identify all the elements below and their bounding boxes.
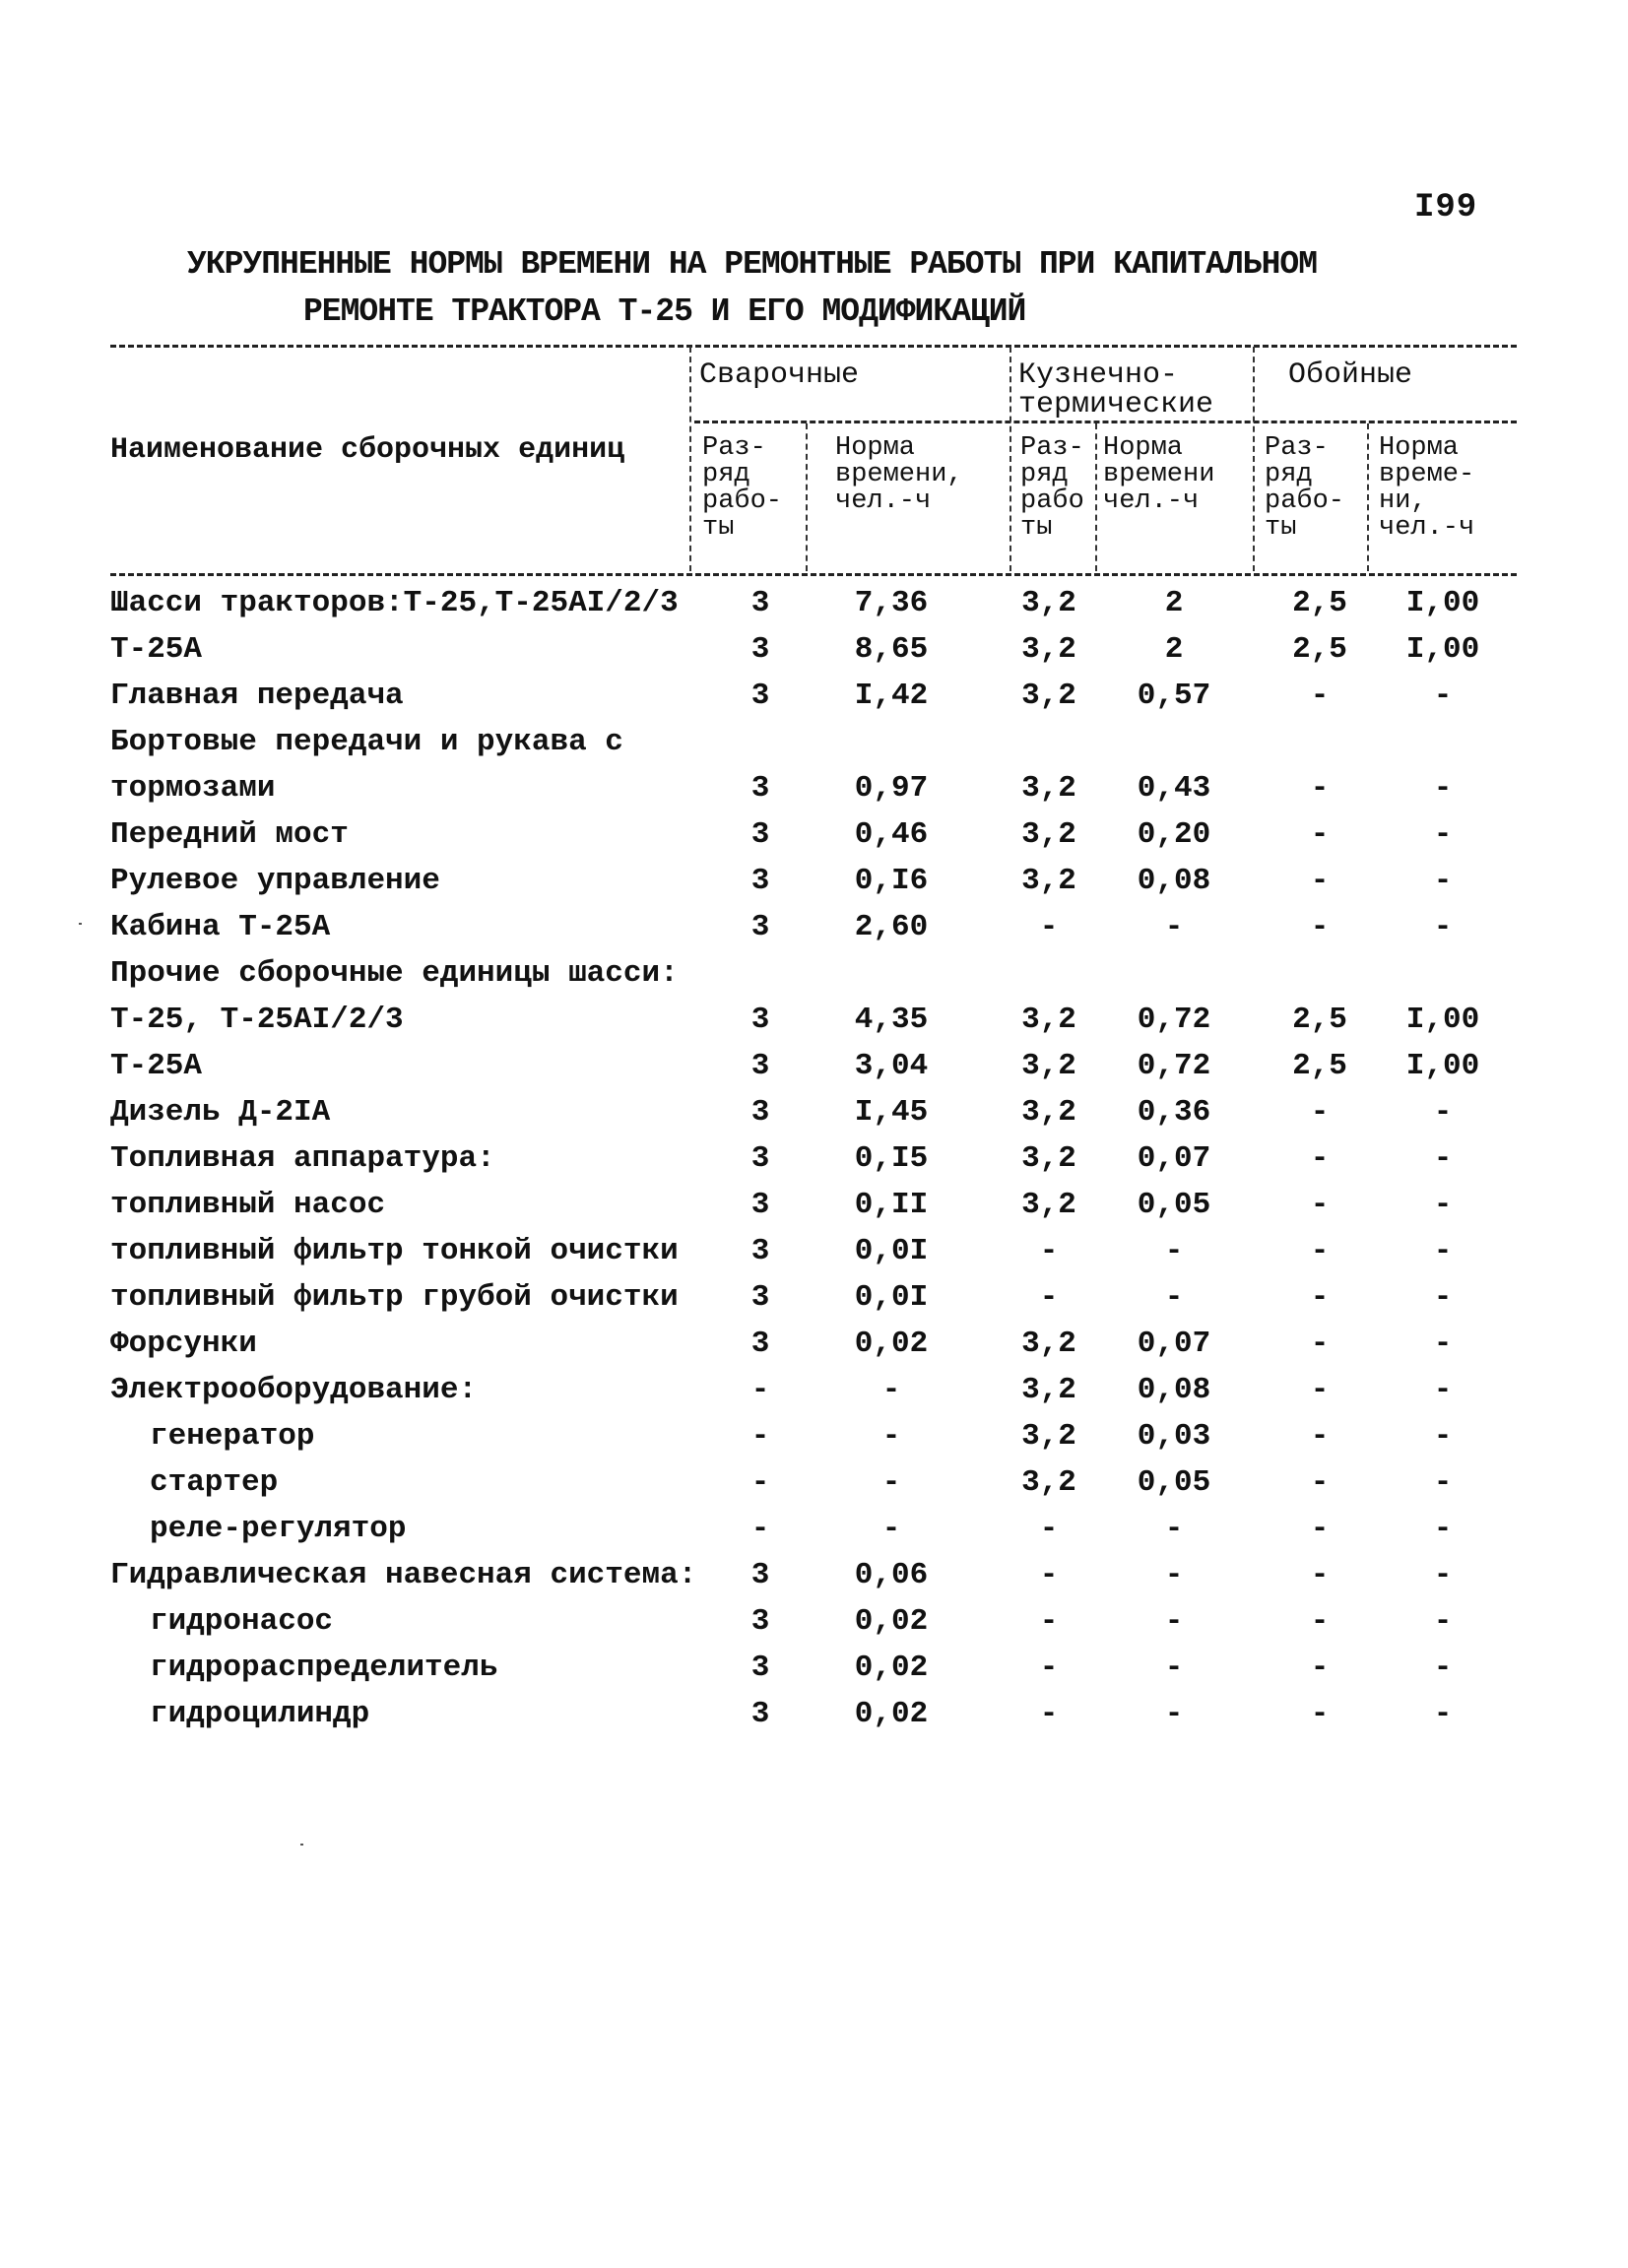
welding-rank-cell: -: [750, 1465, 770, 1500]
welding-norm-cell: 0,06: [854, 1558, 929, 1592]
assembly-unit-name: гидрораспределитель: [150, 1651, 498, 1685]
welding-norm-cell: 0,0I: [854, 1234, 929, 1268]
scan-speck: [79, 923, 82, 925]
upholstery-rank-cell: -: [1310, 864, 1330, 898]
welding-rank-cell: 3: [750, 1280, 770, 1315]
upholstery-norm-cell: I,00: [1405, 1003, 1480, 1037]
group-header-forging-line1: Кузнечно-: [1018, 358, 1179, 392]
assembly-unit-name: Форсунки: [110, 1327, 257, 1361]
welding-rank-cell: 3: [750, 632, 770, 667]
table-row: [0, 1044, 1628, 1090]
welding-rank-cell: 3: [750, 1188, 770, 1222]
upholstery-rank-cell: -: [1310, 1188, 1330, 1222]
forging-rank-cell: -: [1039, 1651, 1059, 1685]
header-divider: [806, 423, 808, 571]
subheader-forging-rank: Раз- ряд рабо ты: [1020, 433, 1084, 543]
welding-rank-cell: 3: [750, 1604, 770, 1639]
forging-norm-cell: -: [1164, 1512, 1184, 1546]
forging-rank-cell: 3,2: [1021, 1095, 1076, 1130]
document-title-line-2: РЕМОНТЕ ТРАКТОРА Т-25 И ЕГО МОДИФИКАЦИЙ: [303, 293, 1026, 330]
upholstery-rank-cell: -: [1310, 1697, 1330, 1731]
welding-norm-cell: 0,II: [854, 1188, 929, 1222]
upholstery-norm-cell: I,00: [1405, 586, 1480, 620]
header-divider: [1095, 423, 1097, 571]
upholstery-rank-cell: -: [1310, 817, 1330, 852]
table-row: [0, 1646, 1628, 1692]
upholstery-rank-cell: -: [1310, 1419, 1330, 1454]
group-header-welding: Сварочные: [699, 358, 860, 392]
norms-table-body: [0, 581, 1628, 1738]
table-row: [0, 674, 1628, 720]
forging-rank-cell: -: [1039, 1697, 1059, 1731]
page-number: I99: [1414, 189, 1478, 227]
forging-norm-cell: -: [1164, 910, 1184, 944]
welding-rank-cell: 3: [750, 817, 770, 852]
table-row: [0, 627, 1628, 674]
forging-rank-cell: 3,2: [1021, 1141, 1076, 1176]
forging-norm-cell: 0,08: [1137, 1373, 1211, 1407]
forging-norm-cell: 0,43: [1137, 771, 1211, 806]
welding-norm-cell: 7,36: [854, 586, 929, 620]
welding-rank-cell: 3: [750, 864, 770, 898]
table-row: [0, 1507, 1628, 1553]
upholstery-rank-cell: 2,5: [1292, 632, 1347, 667]
upholstery-norm-cell: -: [1433, 1697, 1453, 1731]
welding-rank-cell: 3: [750, 679, 770, 713]
upholstery-norm-cell: -: [1433, 1419, 1453, 1454]
table-row: [0, 1460, 1628, 1507]
assembly-unit-name: Прочие сборочные единицы шасси:: [110, 956, 679, 991]
welding-rank-cell: 3: [750, 1003, 770, 1037]
assembly-unit-name: Передний мост: [110, 817, 349, 852]
welding-rank-cell: 3: [750, 910, 770, 944]
welding-norm-cell: 0,02: [854, 1327, 929, 1361]
table-row: [0, 812, 1628, 859]
upholstery-rank-cell: -: [1310, 1558, 1330, 1592]
table-row: [0, 1368, 1628, 1414]
upholstery-rank-cell: -: [1310, 1234, 1330, 1268]
welding-rank-cell: 3: [750, 1141, 770, 1176]
table-row: [0, 859, 1628, 905]
assembly-unit-name: Топливная аппаратура:: [110, 1141, 495, 1176]
table-row: [0, 951, 1628, 998]
welding-norm-cell: 0,97: [854, 771, 929, 806]
upholstery-rank-cell: -: [1310, 1373, 1330, 1407]
welding-rank-cell: 3: [750, 1651, 770, 1685]
forging-norm-cell: 0,05: [1137, 1465, 1211, 1500]
forging-rank-cell: 3,2: [1021, 679, 1076, 713]
welding-norm-cell: 0,02: [854, 1651, 929, 1685]
forging-rank-cell: 3,2: [1021, 1373, 1076, 1407]
welding-rank-cell: 3: [750, 1095, 770, 1130]
forging-rank-cell: -: [1039, 1512, 1059, 1546]
forging-norm-cell: 0,72: [1137, 1049, 1211, 1083]
assembly-unit-name: генератор: [150, 1419, 315, 1454]
upholstery-rank-cell: -: [1310, 1651, 1330, 1685]
header-bottom-rule: [110, 573, 1517, 576]
subheader-upholstery-rank: Раз- ряд рабо- ты: [1265, 433, 1345, 543]
forging-norm-cell: 0,36: [1137, 1095, 1211, 1130]
upholstery-norm-cell: -: [1433, 1141, 1453, 1176]
upholstery-norm-cell: -: [1433, 1651, 1453, 1685]
table-row: [0, 581, 1628, 627]
subheader-forging-norm: Норма времени чел.-ч: [1103, 433, 1215, 516]
welding-norm-cell: -: [881, 1465, 901, 1500]
welding-rank-cell: 3: [750, 586, 770, 620]
upholstery-rank-cell: -: [1310, 1512, 1330, 1546]
forging-norm-cell: -: [1164, 1651, 1184, 1685]
upholstery-norm-cell: -: [1433, 1188, 1453, 1222]
assembly-unit-name: Дизель Д-2IА: [110, 1095, 331, 1130]
welding-norm-cell: -: [881, 1419, 901, 1454]
upholstery-norm-cell: -: [1433, 1512, 1453, 1546]
welding-rank-cell: -: [750, 1373, 770, 1407]
assembly-unit-name: Рулевое управление: [110, 864, 440, 898]
welding-norm-cell: 0,I5: [854, 1141, 929, 1176]
upholstery-norm-cell: -: [1433, 1095, 1453, 1130]
welding-rank-cell: 3: [750, 1049, 770, 1083]
table-row: [0, 1229, 1628, 1275]
forging-norm-cell: 2: [1164, 632, 1184, 667]
forging-norm-cell: 0,07: [1137, 1327, 1211, 1361]
welding-norm-cell: -: [881, 1512, 901, 1546]
group-header-forging-line2: термические: [1018, 388, 1214, 421]
upholstery-rank-cell: 2,5: [1292, 1003, 1347, 1037]
header-divider: [1253, 347, 1255, 571]
welding-rank-cell: 3: [750, 771, 770, 806]
assembly-unit-name: Шасси тракторов:Т-25,Т-25АI/2/3: [110, 586, 679, 620]
forging-rank-cell: -: [1039, 1234, 1059, 1268]
upholstery-norm-cell: -: [1433, 1327, 1453, 1361]
table-row: [0, 1322, 1628, 1368]
table-row: [0, 905, 1628, 951]
upholstery-rank-cell: -: [1310, 1327, 1330, 1361]
welding-rank-cell: 3: [750, 1558, 770, 1592]
assembly-unit-name: Гидравлическая навесная система:: [110, 1558, 697, 1592]
forging-rank-cell: -: [1039, 910, 1059, 944]
assembly-unit-name: Главная передача: [110, 679, 404, 713]
table-row: [0, 1553, 1628, 1599]
upholstery-norm-cell: -: [1433, 1234, 1453, 1268]
group-header-upholstery: Обойные: [1288, 358, 1413, 392]
upholstery-norm-cell: -: [1433, 1604, 1453, 1639]
upholstery-norm-cell: -: [1433, 864, 1453, 898]
welding-rank-cell: 3: [750, 1327, 770, 1361]
upholstery-rank-cell: -: [1310, 910, 1330, 944]
assembly-unit-name: Электрооборудование:: [110, 1373, 478, 1407]
upholstery-rank-cell: -: [1310, 1604, 1330, 1639]
assembly-unit-name: стартер: [150, 1465, 279, 1500]
assembly-unit-name: Т-25, Т-25АI/2/3: [110, 1003, 404, 1037]
welding-norm-cell: I,42: [854, 679, 929, 713]
forging-norm-cell: 0,72: [1137, 1003, 1211, 1037]
forging-rank-cell: 3,2: [1021, 632, 1076, 667]
welding-norm-cell: 0,02: [854, 1604, 929, 1639]
forging-norm-cell: -: [1164, 1697, 1184, 1731]
welding-norm-cell: 2,60: [854, 910, 929, 944]
upholstery-norm-cell: I,00: [1405, 1049, 1480, 1083]
welding-norm-cell: -: [881, 1373, 901, 1407]
table-row: [0, 1692, 1628, 1738]
header-top-rule: [110, 345, 1517, 348]
upholstery-rank-cell: 2,5: [1292, 1049, 1347, 1083]
table-row: [0, 1183, 1628, 1229]
upholstery-norm-cell: -: [1433, 1373, 1453, 1407]
forging-rank-cell: 3,2: [1021, 1003, 1076, 1037]
forging-rank-cell: 3,2: [1021, 1049, 1076, 1083]
assembly-unit-name: топливный фильтр грубой очистки: [110, 1280, 679, 1315]
forging-rank-cell: 3,2: [1021, 817, 1076, 852]
welding-norm-cell: I,45: [854, 1095, 929, 1130]
upholstery-norm-cell: -: [1433, 817, 1453, 852]
forging-norm-cell: 0,07: [1137, 1141, 1211, 1176]
welding-norm-cell: 3,04: [854, 1049, 929, 1083]
forging-norm-cell: 0,57: [1137, 679, 1211, 713]
forging-norm-cell: -: [1164, 1280, 1184, 1315]
upholstery-norm-cell: -: [1433, 1558, 1453, 1592]
welding-norm-cell: 4,35: [854, 1003, 929, 1037]
welding-norm-cell: 0,I6: [854, 864, 929, 898]
header-divider: [1367, 423, 1369, 571]
welding-rank-cell: -: [750, 1512, 770, 1546]
forging-rank-cell: 3,2: [1021, 1465, 1076, 1500]
column-header-assembly-units: Наименование сборочных единиц: [110, 433, 625, 467]
table-row: [0, 998, 1628, 1044]
assembly-unit-name: Бортовые передачи и рукава с: [110, 725, 623, 759]
welding-norm-cell: 0,02: [854, 1697, 929, 1731]
table-row: [0, 1414, 1628, 1460]
subheader-welding-rank: Раз- ряд рабо- ты: [702, 433, 783, 543]
welding-rank-cell: 3: [750, 1697, 770, 1731]
welding-norm-cell: 8,65: [854, 632, 929, 667]
header-divider: [1009, 347, 1011, 571]
upholstery-norm-cell: -: [1433, 771, 1453, 806]
scan-speck: [300, 1844, 303, 1846]
document-title-line-1: УКРУПНЕННЫЕ НОРМЫ ВРЕМЕНИ НА РЕМОНТНЫЕ РАБОТЫ ПРИ КАПИТАЛЬНОМ: [187, 246, 1317, 283]
forging-rank-cell: 3,2: [1021, 1188, 1076, 1222]
assembly-unit-name: Кабина Т-25А: [110, 910, 331, 944]
table-row: [0, 720, 1628, 766]
subheader-upholstery-norm: Норма време- ни, чел.-ч: [1379, 433, 1475, 543]
assembly-unit-name: топливный фильтр тонкой очистки: [110, 1234, 679, 1268]
assembly-unit-name: тормозами: [110, 771, 276, 806]
welding-rank-cell: -: [750, 1419, 770, 1454]
welding-rank-cell: 3: [750, 1234, 770, 1268]
table-row: [0, 766, 1628, 812]
forging-norm-cell: 0,03: [1137, 1419, 1211, 1454]
table-row: [0, 1599, 1628, 1646]
upholstery-norm-cell: I,00: [1405, 632, 1480, 667]
assembly-unit-name: топливный насос: [110, 1188, 386, 1222]
upholstery-rank-cell: -: [1310, 1095, 1330, 1130]
forging-norm-cell: 2: [1164, 586, 1184, 620]
upholstery-rank-cell: -: [1310, 1141, 1330, 1176]
forging-norm-cell: 0,05: [1137, 1188, 1211, 1222]
forging-norm-cell: -: [1164, 1604, 1184, 1639]
upholstery-norm-cell: -: [1433, 1280, 1453, 1315]
forging-rank-cell: 3,2: [1021, 1419, 1076, 1454]
upholstery-norm-cell: -: [1433, 679, 1453, 713]
upholstery-rank-cell: -: [1310, 1280, 1330, 1315]
table-row: [0, 1275, 1628, 1322]
forging-rank-cell: -: [1039, 1280, 1059, 1315]
assembly-unit-name: гидронасос: [150, 1604, 334, 1639]
welding-norm-cell: 0,0I: [854, 1280, 929, 1315]
upholstery-rank-cell: -: [1310, 771, 1330, 806]
forging-rank-cell: -: [1039, 1604, 1059, 1639]
assembly-unit-name: гидроцилиндр: [150, 1697, 370, 1731]
upholstery-norm-cell: -: [1433, 1465, 1453, 1500]
forging-rank-cell: 3,2: [1021, 771, 1076, 806]
forging-rank-cell: -: [1039, 1558, 1059, 1592]
assembly-unit-name: Т-25А: [110, 1049, 203, 1083]
forging-rank-cell: 3,2: [1021, 864, 1076, 898]
forging-rank-cell: 3,2: [1021, 586, 1076, 620]
subheader-welding-norm: Норма времени, чел.-ч: [835, 433, 963, 516]
assembly-unit-name: реле-регулятор: [150, 1512, 407, 1546]
forging-norm-cell: 0,08: [1137, 864, 1211, 898]
forging-norm-cell: 0,20: [1137, 817, 1211, 852]
welding-norm-cell: 0,46: [854, 817, 929, 852]
upholstery-rank-cell: -: [1310, 1465, 1330, 1500]
upholstery-rank-cell: 2,5: [1292, 586, 1347, 620]
upholstery-rank-cell: -: [1310, 679, 1330, 713]
header-divider: [689, 347, 691, 571]
upholstery-norm-cell: -: [1433, 910, 1453, 944]
forging-norm-cell: -: [1164, 1234, 1184, 1268]
assembly-unit-name: Т-25А: [110, 632, 203, 667]
table-row: [0, 1090, 1628, 1136]
forging-rank-cell: 3,2: [1021, 1327, 1076, 1361]
table-row: [0, 1136, 1628, 1183]
forging-norm-cell: -: [1164, 1558, 1184, 1592]
